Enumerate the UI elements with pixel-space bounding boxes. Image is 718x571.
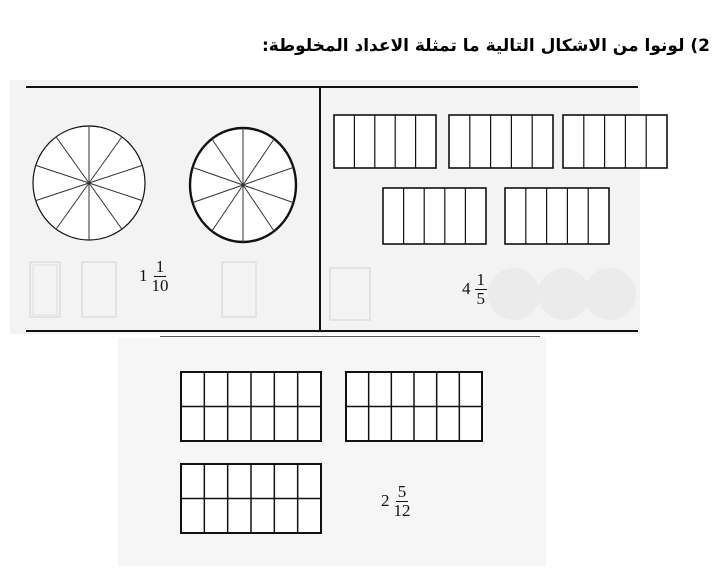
denominator: 10 (151, 275, 169, 295)
divided-strip (383, 188, 486, 244)
faint-background-marks (30, 262, 636, 320)
numerator: 1 (476, 270, 485, 289)
denominator: 12 (393, 500, 411, 520)
divided-strip (505, 188, 609, 244)
mixed-number-fifths (462, 271, 487, 308)
divided-strip (563, 115, 667, 168)
divided-strip (449, 115, 553, 168)
whole-part: 4 (462, 279, 471, 299)
divided-grid (181, 464, 321, 533)
strip-outline (383, 188, 486, 244)
mixed-number-twelfths (381, 483, 411, 520)
strip-outline (563, 115, 667, 168)
strip-shapes (334, 115, 667, 244)
strip-outline (334, 115, 436, 168)
question-title: 2) لونوا من الاشكال التالية ما تمثلة الاعداد المخلوطة: (261, 36, 710, 56)
divided-strip (334, 115, 436, 168)
grid-shapes (181, 372, 482, 533)
whole-part: 1 (139, 266, 148, 286)
denominator: 5 (476, 288, 485, 308)
whole-part: 2 (381, 491, 390, 511)
divided-circle (190, 128, 296, 242)
strip-outline (449, 115, 553, 168)
circle-shapes (33, 126, 296, 242)
mixed-number-tenths (139, 258, 169, 295)
numerator: 1 (155, 257, 165, 276)
divided-grid (181, 372, 321, 441)
strip-outline (505, 188, 609, 244)
divided-grid (346, 372, 482, 441)
divided-circle (33, 126, 145, 240)
numerator: 5 (397, 482, 407, 501)
